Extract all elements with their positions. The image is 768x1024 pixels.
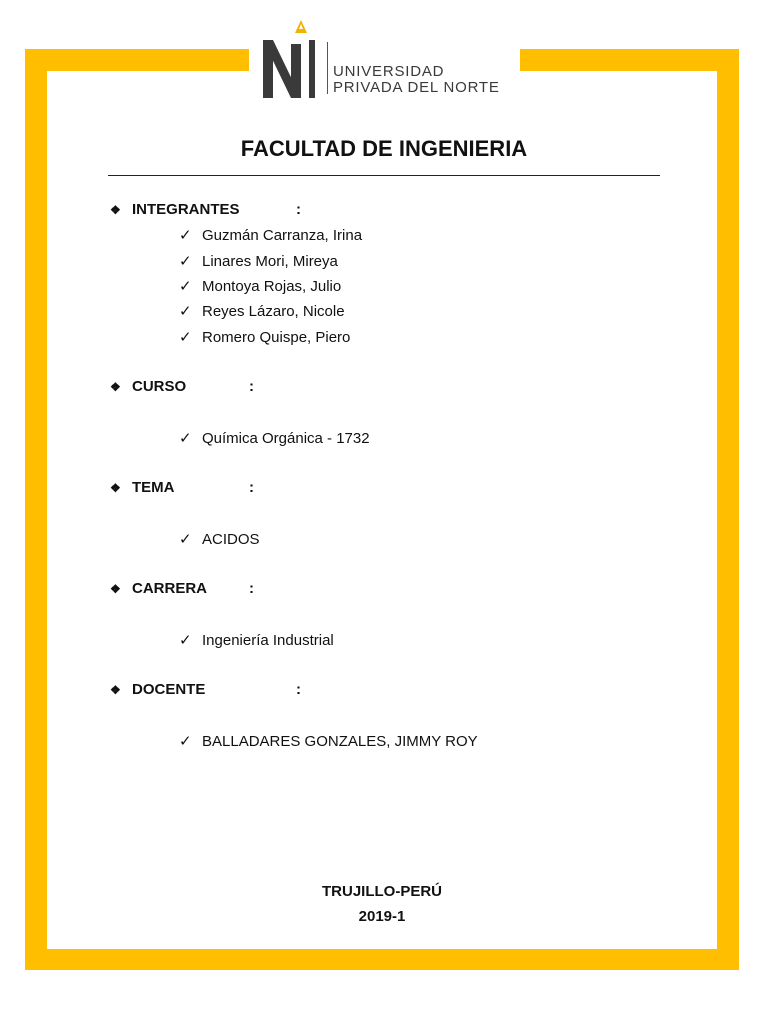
section-label: INTEGRANTES: [132, 201, 240, 218]
list-item: [179, 302, 345, 320]
page-title: FACULTAD DE INGENIERIA: [240, 136, 528, 161]
logo-n-icon: [261, 16, 321, 102]
list-item: [179, 226, 362, 244]
list-item-text: Linares Mori, Mireya: [202, 253, 338, 270]
section-header-curso: [110, 378, 186, 395]
checkmark-icon: ✓: [179, 278, 192, 295]
section-header-integrantes: [110, 201, 240, 218]
checkmark-icon: ✓: [179, 430, 192, 447]
list-item-text: Ingeniería Industrial: [202, 632, 334, 649]
section-colon: :: [249, 378, 254, 395]
diamond-bullet-icon: ❖: [110, 481, 121, 495]
checkmark-icon: ✓: [179, 303, 192, 320]
university-logo: [249, 12, 520, 104]
list-item-text: Reyes Lázaro, Nicole: [202, 303, 345, 320]
checkmark-icon: ✓: [179, 733, 192, 750]
checkmark-icon: ✓: [179, 632, 192, 649]
list-item-text: Romero Quispe, Piero: [202, 329, 351, 346]
logo-wordmark: [333, 64, 500, 96]
section-label: CURSO: [132, 378, 187, 395]
section-header-docente: [110, 681, 205, 698]
checkmark-icon: ✓: [179, 531, 192, 548]
list-item: [179, 252, 338, 270]
list-item: [179, 631, 334, 649]
section-label: DOCENTE: [132, 681, 206, 698]
logo-separator: [327, 42, 328, 94]
list-item: [179, 530, 260, 548]
footer-place: TRUJILLO-PERÚ: [322, 883, 442, 900]
list-item-text: Química Orgánica - 1732: [202, 430, 370, 447]
section-label: TEMA: [132, 479, 175, 496]
checkmark-icon: ✓: [179, 329, 192, 346]
list-item-text: Guzmán Carranza, Irina: [202, 227, 363, 244]
section-colon: :: [296, 201, 301, 218]
list-item: [179, 732, 478, 750]
diamond-bullet-icon: ❖: [110, 683, 121, 697]
checkmark-icon: ✓: [179, 253, 192, 270]
section-header-carrera: [110, 580, 207, 597]
title-divider: [108, 175, 660, 176]
list-item-text: Montoya Rojas, Julio: [202, 278, 342, 295]
list-item-text: BALLADARES GONZALES, JIMMY ROY: [202, 733, 478, 750]
list-item: [179, 277, 341, 295]
list-item: [179, 429, 370, 447]
diamond-bullet-icon: ❖: [110, 582, 121, 596]
footer-term: 2019-1: [358, 908, 406, 925]
section-colon: :: [249, 479, 254, 496]
section-colon: :: [296, 681, 301, 698]
checkmark-icon: ✓: [179, 227, 192, 244]
list-item: [179, 328, 350, 346]
diamond-bullet-icon: ❖: [110, 203, 121, 217]
diamond-bullet-icon: ❖: [110, 380, 121, 394]
section-header-tema: [110, 479, 175, 496]
logo-line-2: PRIVADA DEL NORTE: [333, 79, 500, 96]
section-colon: :: [249, 580, 254, 597]
list-item-text: ACIDOS: [202, 531, 260, 548]
section-label: CARRERA: [132, 580, 207, 597]
logo-line-1: UNIVERSIDAD: [333, 63, 445, 80]
